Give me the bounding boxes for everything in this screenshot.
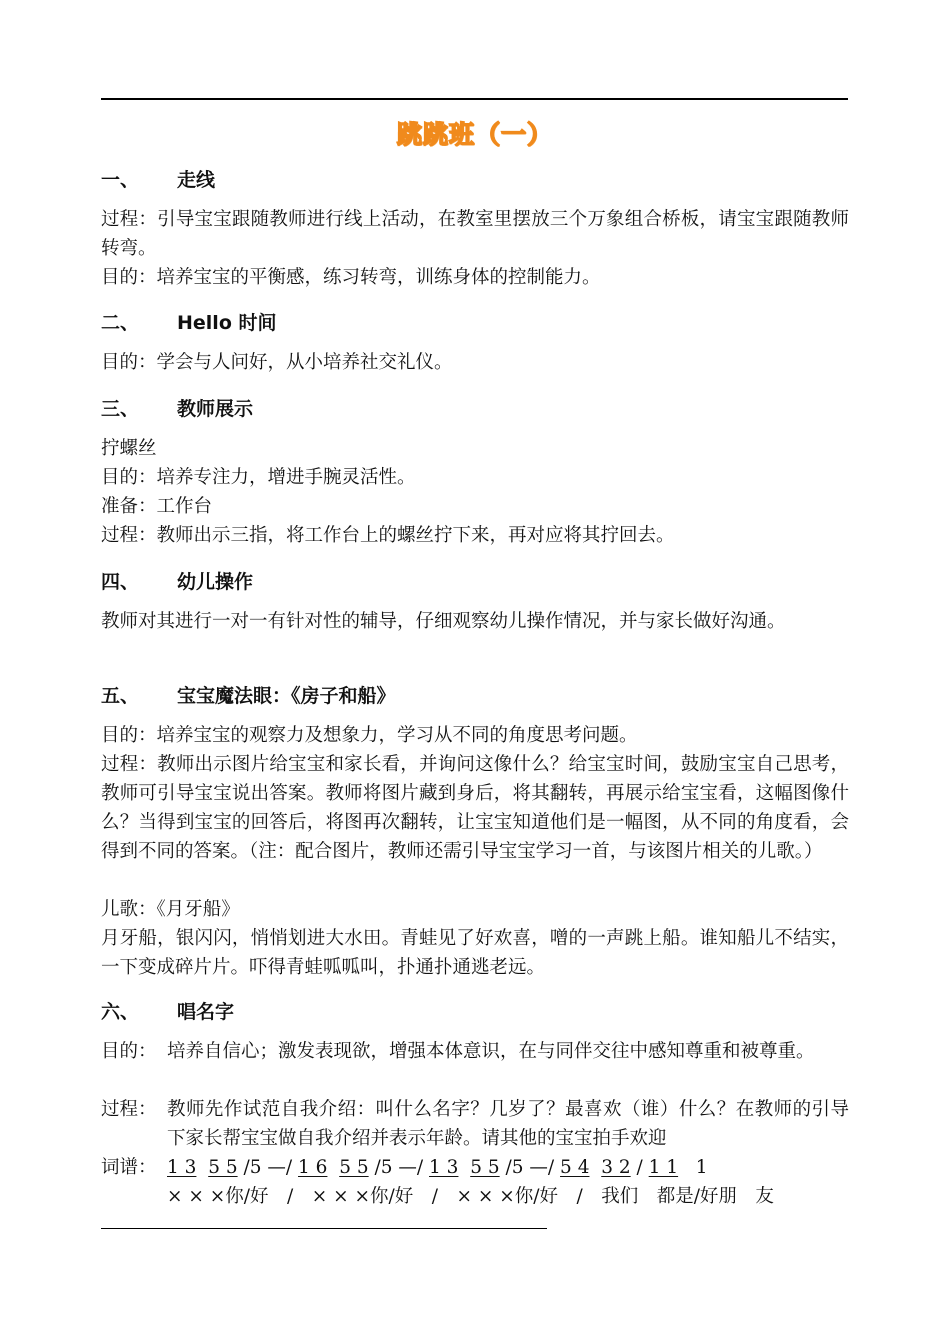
- section-2-heading: [101, 308, 276, 335]
- section-6-goal-text: 培养自信心；激发表现欲，增强本体意识，在与同伴交往中感知尊重和被尊重。: [167, 1041, 815, 1062]
- section-5-number: 五、: [101, 685, 140, 707]
- score-note: 5 4: [560, 1157, 590, 1178]
- section-4-heading: [101, 567, 253, 594]
- section-2-title: Hello 时间: [177, 312, 277, 334]
- score-note: 1 1: [648, 1157, 679, 1178]
- section-1-number: 一、: [101, 169, 140, 191]
- section-1-goal: 目的：培养宝宝的平衡感，练习转弯，训练身体的控制能力。: [101, 267, 601, 288]
- score-note: 1: [695, 1157, 708, 1178]
- section-3-prep: 准备：工作台: [101, 496, 213, 517]
- section-6-goal-label: 目的：: [101, 1041, 157, 1062]
- section-1-title: 走线: [177, 169, 216, 191]
- section-5-process: 过程：教师出示图片给宝宝和家长看，并询问这像什么？给宝宝时间，鼓励宝宝自己思考，教师可引导宝宝说出答案。教师将图片藏到身后，将其翻转，再展示给宝宝看，这幅图像什么？当得到宝宝的回答后，将图再次翻转，让宝宝知道他们是一幅图，从不同的角度看，会得到不同的答案。（注：配合图片，教师还需引导宝宝学习一首，与该图片相关的儿歌。）: [101, 754, 849, 862]
- section-6-process-text: 教师先作试范自我介绍：叫什么名字？几岁了？最喜欢（谁）什么？在教师的引导下家长帮宝宝做自我介绍并表示年龄。请其他的宝宝拍手欢迎: [167, 1099, 849, 1149]
- section-4-text: 教师对其进行一对一有针对性的辅导，仔细观察幼儿操作情况，并与家长做好沟通。: [101, 611, 786, 632]
- section-4-number: 四、: [101, 571, 140, 593]
- section-3-goal: 目的：培养专注力，增进手腕灵活性。: [101, 467, 416, 488]
- section-3-number: 三、: [101, 398, 140, 420]
- section-6-heading: [101, 997, 234, 1024]
- section-6-score-label: 词谱：: [101, 1157, 157, 1178]
- section-2-number: 二、: [101, 312, 140, 334]
- section-6-number: 六、: [101, 1001, 140, 1023]
- score-note: /: [636, 1157, 643, 1178]
- section-3-process: 过程：教师出示三指，将工作台上的螺丝拧下来，再对应将其拧回去。: [101, 525, 675, 546]
- section-6-score-lyrics: × × ×你/好 / × × ×你/好 / × × ×你/好 / 我们 都是/好朋 友: [167, 1186, 774, 1207]
- section-5-song: 月牙船，银闪闪，悄悄划进大水田。青蛙见了好欢喜，噌的一声跳上船。谁知船儿不结实，一下变成碎片片。吓得青蛙呱呱叫，扑通扑通逃老远。: [101, 928, 849, 978]
- score-note: 1 6: [298, 1157, 328, 1178]
- section-3-title: 教师展示: [177, 398, 254, 420]
- score-note: 5 5: [339, 1157, 369, 1178]
- footnote-rule: [101, 1228, 547, 1229]
- score-note: 5 5: [208, 1157, 238, 1178]
- score-note: /5 —/: [374, 1157, 424, 1178]
- section-5-heading: [101, 681, 396, 708]
- page-title: 跳跳班（一）: [396, 120, 553, 149]
- score-note: 1 3: [167, 1157, 197, 1178]
- section-2-goal: 目的：学会与人问好，从小培养社交礼仪。: [101, 352, 453, 373]
- section-3-heading: [101, 394, 253, 421]
- section-6-goal: [101, 1037, 849, 1066]
- score-note: /5 —/: [243, 1157, 293, 1178]
- section-3-item: 拧螺丝: [101, 438, 157, 459]
- score-note: 5 5: [470, 1157, 500, 1178]
- section-6-process-label: 过程：: [101, 1099, 157, 1120]
- score-note: 1 3: [429, 1157, 459, 1178]
- top-rule: [101, 98, 848, 100]
- section-6-title: 唱名字: [177, 1001, 235, 1023]
- section-4-title: 幼儿操作: [177, 571, 254, 593]
- section-5-goal: 目的：培养宝宝的观察力及想象力，学习从不同的角度思考问题。: [101, 725, 638, 746]
- section-6-score-notes: [167, 1153, 708, 1182]
- score-note: /5 —/: [505, 1157, 555, 1178]
- section-1-heading: [101, 165, 215, 192]
- section-5-title: 宝宝魔法眼：《房子和船》: [177, 685, 396, 707]
- section-1-process: 过程：引导宝宝跟随教师进行线上活动，在教室里摆放三个万象组合桥板，请宝宝跟随教师转弯。: [101, 209, 849, 259]
- section-5-song-title: 儿歌：《月牙船》: [101, 899, 240, 920]
- score-note: 3 2: [601, 1157, 631, 1178]
- section-6-process: [101, 1095, 849, 1153]
